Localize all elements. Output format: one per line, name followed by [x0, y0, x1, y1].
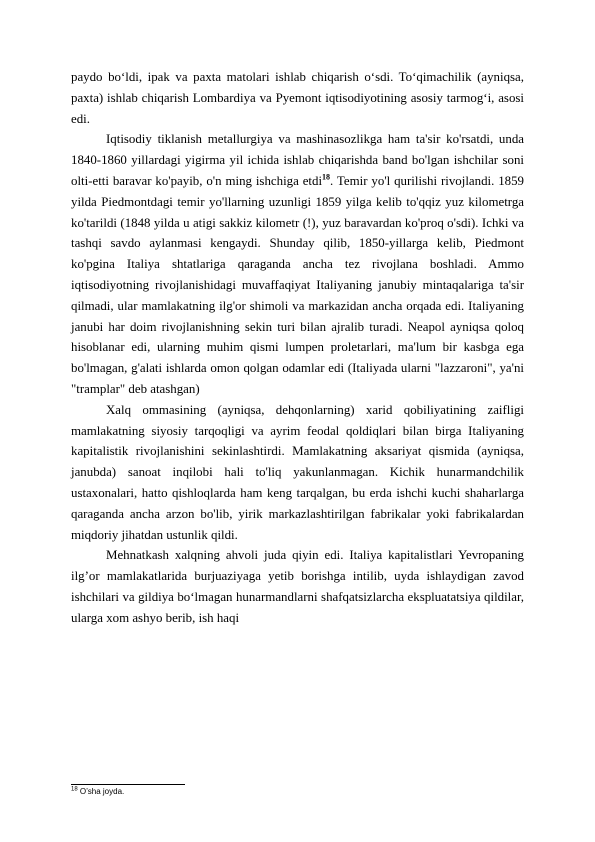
paragraph-text-part-2: . Temir yo'l qurilishi rivojlandi. 1859 yilda Piedmontdagi temir yo'llarning uzunligi 1859 yilga kelib to'qqiz yuz kilometrga ko'tarildi (1848 yilda u atigi sakkiz kilometr (!), yuz baravardan ko'proq o'sdi). Ichki va tashqi savdo aylanmasi kengaydi. Shunday qilib, 1850-yillarga kelib, Piedmont ko'pgina Italiya shtatlariga qaraganda ancha tez rivojlana boshladi. Ammo iqtisodiyotning rivojlanishidagi muvaffaqiyat Italiyaning janubiy mintaqalariga ta'sir qilmadi, ular mamlakatning ilg'or shimoli va markazidan ancha orqada edi. Italiyaning janubi har doim rivojlanishning sekin turi bilan ajralib turadi. Neapol ayniqsa qoloq hisoblanar edi, ularning muhim qismi lumpen proletarlari, ma'lum bir kasbga ega bo'lmagan, g'alati ishlarda omon qolgan odamlar edi (Italiyada ularni "lazzaroni", ya'ni "tramplar" deb atashgan): [71, 173, 525, 396]
footnote-text: O’sha joyda.: [77, 787, 125, 796]
paragraph-text-part-1: Iqtisodiy tiklanish metallurgiya va mashinasozlikga ham ta'sir ko'rsatdi, unda 1840-1860 yillardagi yigirma yil ichida ishlab chiqarishda band bo'lgan ishchilar soni olti-etti baravar ko'payib, o'n ming ishchiga etdi: [71, 132, 524, 188]
paragraph-working-people: Mehnatkash xalqning ahvoli juda qiyin edi. Italiya kapitalistlari Yevropaning ilg’or mamlakatlarida burjuaziyaga yetib borishga intilib, uyda ishlaydigan zavod ishchilari va gildiya bo‘lmagan hunarmandlarni shafqatsizlarcha ekspluatatsiya qildilar, ularga xom ashyo berib, ish haqi: [71, 548, 524, 625]
paragraph-industrial-revival: [71, 129, 524, 399]
paragraph-purchasing-power: Xalq ommasining (ayniqsa, dehqonlarning) xarid qobiliyatining zaifligi mamlakatning siyosiy tarqoqligi va ayrim feodal qoldiqlari bilan birga Italiyaning kapitalistik rivojlanishini sekinlashtirdi. Mamlakatning aksariyat qismida (ayniqsa, janubda) sanoat inqilobi hali to'liq yakunlanmagan. Kichik hunarmandchilik ustaxonalari, hatto qishloqlarda ham keng tarqalgan, bu erda ishchi kuchi shaharlarga qaraganda ancha arzon bo'lib, yirik markazlashtirilgan fabrikalar yoki fabrikalardan miqdoriy jihatdan ustunlik qildi.: [71, 402, 524, 542]
paragraph-continuation: paydo boʻldi, ipak va paxta matolari ishlab chiqarish oʻsdi. Toʻqimachilik (ayniqsa, paxta) ishlab chiqarish Lombardiya va Pyemont iqtisodiyotining asosiy tarmogʻi, asosi edi.: [71, 70, 524, 126]
footnote: [71, 787, 124, 796]
footnote-separator: [71, 784, 185, 785]
body-text: [71, 67, 524, 629]
footnote-number: 18: [71, 786, 78, 793]
footnote-reference[interactable]: 18: [322, 172, 331, 182]
